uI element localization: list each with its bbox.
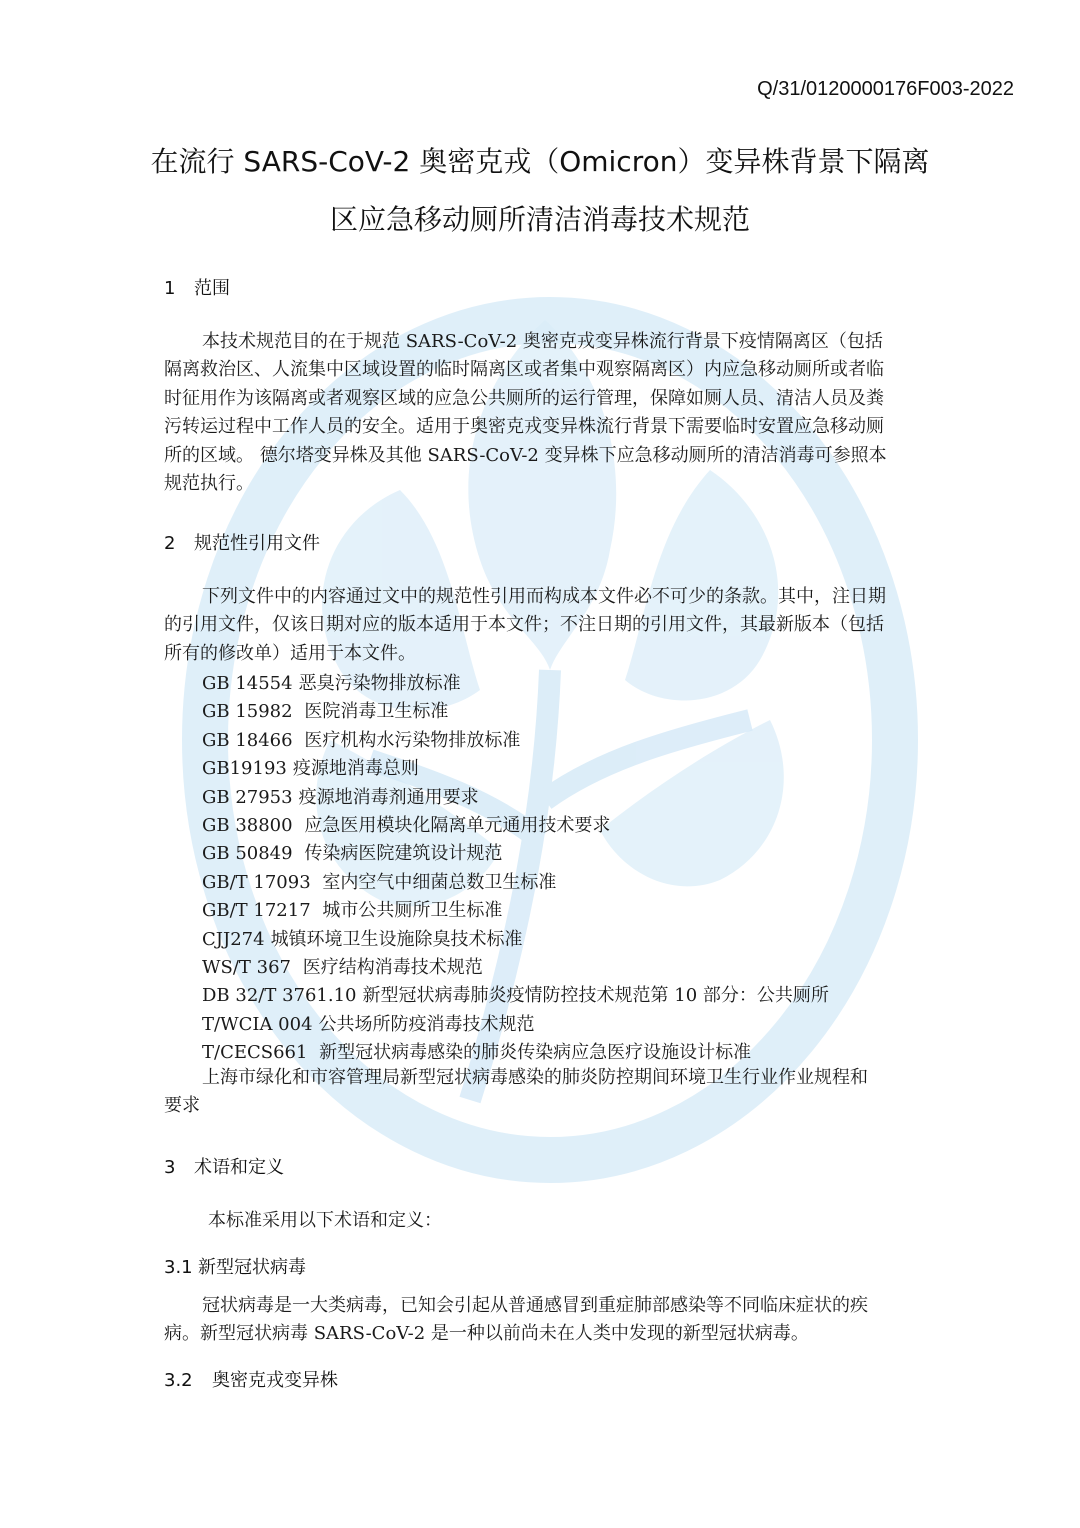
reference-code: T/WCIA 004 (202, 1013, 313, 1035)
reference-name: 公共场所防疫消毒技术规范 (318, 1013, 535, 1035)
reference-code: GB 38800 (202, 814, 293, 836)
reference-code: GB/T 17093 (202, 871, 311, 893)
reference-name: 疫源地消毒剂通用要求 (298, 786, 479, 808)
section-3-intro (208, 1207, 908, 1235)
section-3-2-heading (164, 1366, 338, 1392)
reference-code: GB 14554 (202, 673, 293, 694)
reference-name: 医疗结构消毒技术规范 (296, 956, 483, 978)
normative-references-list (202, 670, 922, 1067)
reference-code: WS/T 367 (202, 956, 291, 978)
section-number: 1 (164, 278, 176, 299)
paragraph-line: 冠状病毒是一大类病毒，已知会引起从普通感冒到重症肺部感染等不同临床症状的疾 (202, 1295, 868, 1316)
section-1-paragraph (164, 328, 916, 498)
section-title: 奥密克戎变异株 (212, 1370, 338, 1391)
paragraph-line: 要求 (164, 1095, 200, 1117)
section-title: 新型冠状病毒 (198, 1257, 306, 1278)
reference-item (202, 840, 922, 868)
reference-code: GB/T 17217 (202, 900, 311, 922)
section-number: 2 (164, 533, 176, 554)
section-title: 术语和定义 (194, 1157, 284, 1178)
paragraph-line: 污转运过程中工作人员的安全。适用于奥密克戎变异株流行背景下需要临时安置应急移动厕 (164, 416, 884, 438)
paragraph-line: 规范执行。 (164, 473, 254, 495)
reference-item (202, 954, 922, 982)
reference-name: 城镇环境卫生设施除臭技术标准 (270, 928, 523, 950)
reference-code: GB 27953 (202, 786, 293, 808)
reference-item-shanghai (164, 1064, 916, 1121)
reference-item (202, 670, 922, 698)
document-title-line-2: 区应急移动厕所清洁消毒技术规范 (329, 203, 750, 236)
reference-name: 疫源地消毒总则 (292, 758, 419, 780)
reference-code: DB 32/T 3761.10 (202, 985, 357, 1007)
reference-item (202, 926, 922, 954)
reference-item (202, 784, 922, 812)
reference-name: 室内空气中细菌总数卫生标准 (316, 871, 557, 893)
paragraph-line: 上海市绿化和市容管理局新型冠状病毒感染的肺炎防控期间环境卫生行业作业规程和 (202, 1067, 868, 1088)
section-title: 范围 (194, 278, 230, 299)
section-title: 规范性引用文件 (194, 533, 320, 554)
document-code: Q/31/0120000176F003-2022 (757, 78, 1014, 100)
reference-code: T/CECS661 (202, 1042, 308, 1064)
reference-code: GB 18466 (202, 729, 293, 751)
paragraph-line: 所的区域。 德尔塔变异株及其他 SARS-CoV-2 变异株下应急移动厕所的清洁消毒可参照本 (164, 444, 887, 466)
reference-item (202, 698, 922, 726)
reference-name: 新型冠状病毒感染的肺炎传染病应急医疗设施设计标准 (313, 1042, 752, 1064)
reference-name: 新型冠状病毒肺炎疫情防控技术规范第 10 部分：公共厕所 (362, 985, 829, 1007)
paragraph-line: 的引用文件，仅该日期对应的版本适用于本文件；不注日期的引用文件，其最新版本（包括 (164, 614, 884, 636)
reference-name: 医疗机构水污染物排放标准 (298, 729, 521, 751)
section-3-heading (164, 1153, 284, 1179)
section-number: 3.1 (164, 1257, 193, 1278)
reference-item (202, 897, 922, 925)
reference-name: 传染病医院建筑设计规范 (298, 843, 503, 865)
reference-name: 恶臭污染物排放标准 (298, 673, 461, 694)
paragraph-line: 所有的修改单）适用于本文件。 (164, 642, 416, 664)
reference-item (202, 727, 922, 755)
reference-item (202, 1011, 922, 1039)
paragraph-line: 本标准采用以下术语和定义： (208, 1210, 442, 1231)
reference-code: GB 15982 (202, 701, 293, 723)
reference-name: 医院消毒卫生标准 (298, 701, 449, 723)
section-3-1-paragraph (164, 1292, 916, 1349)
section-1-heading (164, 274, 230, 300)
reference-item (202, 982, 922, 1010)
document-title-line-1: 在流行 SARS-CoV-2 奥密克戎（Omicron）变异株背景下隔离 (150, 145, 930, 178)
section-number: 3 (164, 1157, 176, 1178)
paragraph-line: 本技术规范目的在于规范 SARS-CoV-2 奥密克戎变异株流行背景下疫情隔离区（包括 (202, 331, 883, 352)
reference-code: GB 50849 (202, 843, 293, 865)
paragraph-line: 病。新型冠状病毒 SARS-CoV-2 是一种以前尚未在人类中发现的新型冠状病毒。 (164, 1323, 809, 1345)
section-2-heading (164, 529, 320, 555)
reference-name: 应急医用模块化隔离单元通用技术要求 (298, 814, 611, 836)
paragraph-line: 隔离救治区、人流集中区域设置的临时隔离区或者集中观察隔离区）内应急移动厕所或者临 (164, 359, 884, 381)
paragraph-line: 下列文件中的内容通过文中的规范性引用而构成本文件必不可少的条款。其中，注日期 (202, 586, 886, 607)
reference-item (202, 812, 922, 840)
reference-name: 城市公共厕所卫生标准 (316, 900, 503, 922)
section-3-1-heading (164, 1253, 306, 1279)
reference-code: CJJ274 (202, 928, 265, 950)
reference-item (202, 869, 922, 897)
reference-item (202, 755, 922, 783)
section-2-paragraph (164, 583, 916, 668)
paragraph-line: 时征用作为该隔离或者观察区域的应急公共厕所的运行管理，保障如厕人员、清洁人员及粪 (164, 387, 884, 409)
reference-code: GB19193 (202, 758, 287, 780)
section-number: 3.2 (164, 1370, 193, 1391)
